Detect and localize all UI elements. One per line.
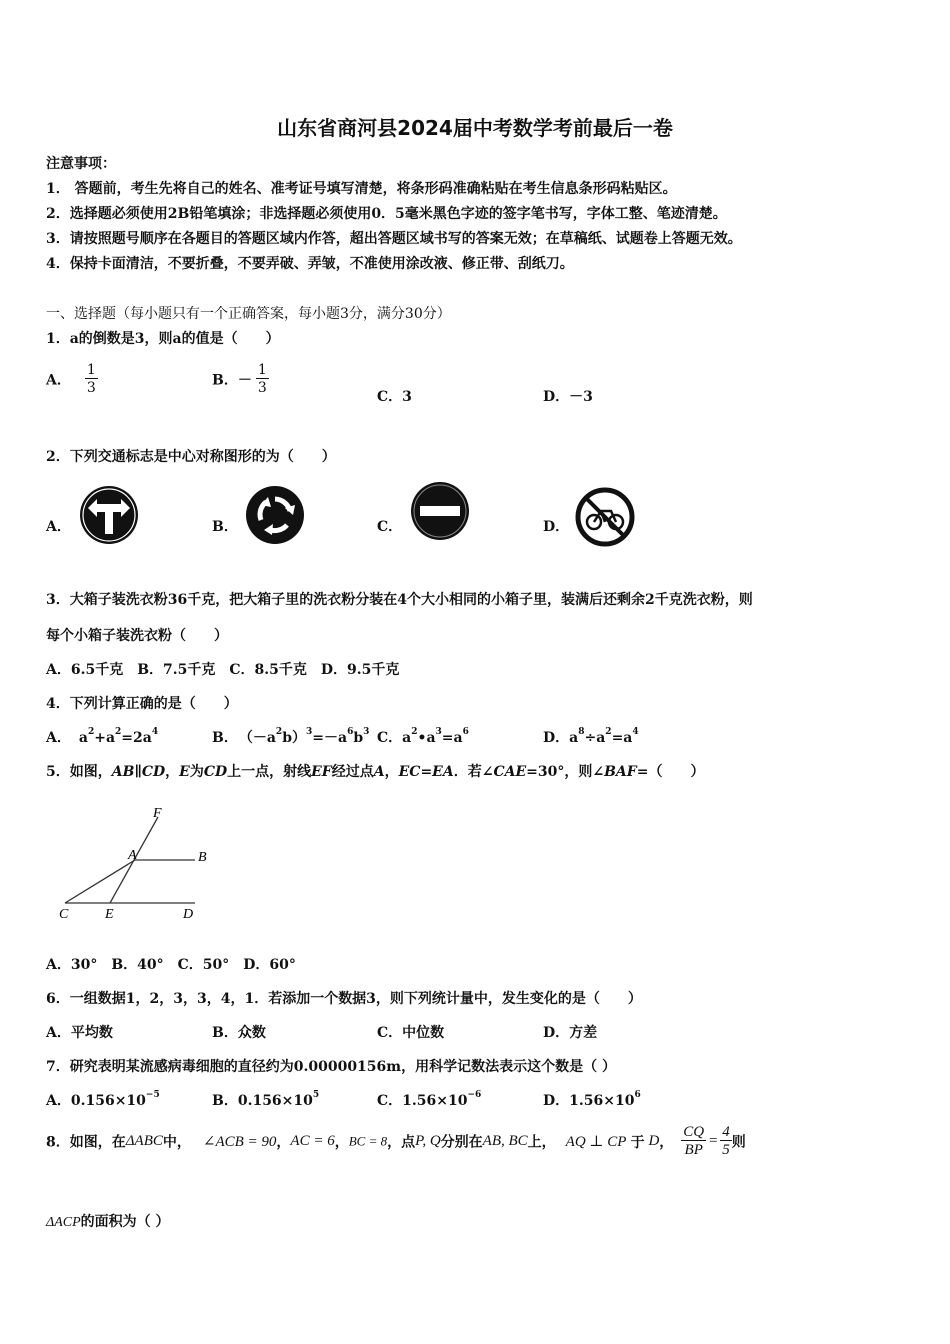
label-f: F: [153, 806, 162, 821]
q2-label-c: C．: [377, 519, 403, 535]
q2-label-b: B．: [212, 519, 238, 535]
segment-ca: [65, 860, 135, 903]
q5-geometry-figure: [55, 800, 215, 925]
q8-stem: 8．如图，在ΔABC中， ∠ACB = 90，AC = 6，BC = 8，点P, Q分别在AB, BC上， AQ ⊥ CP 于 D， $\frac{CQ}{BP}$ = $\frac{4}{5}$ 则: [46, 1124, 746, 1158]
q5-options: A．30° B．40° C．50° D．60°: [46, 957, 296, 973]
label-e: E: [105, 907, 114, 922]
label-a: A: [128, 848, 137, 863]
q6-option-d: D．方差: [543, 1025, 598, 1041]
q8-stem-line2: ΔACP的面积为（ ）: [46, 1214, 170, 1230]
notice-item-1: 1． 答题前，考生先将自己的姓名、准考证号填写清楚，将条形码准确粘贴在考生信息条形码粘贴区。: [46, 181, 677, 197]
notice-item-2: 2．选择题必须使用2B铅笔填涂；非选择题必须使用0．5毫米黑色字迹的签字笔书写，字体工整、笔迹清楚。: [46, 206, 727, 222]
q3-stem-line1: 3．大箱子装洗衣粉36千克，把大箱子里的洗衣粉分装在4个大小相同的小箱子里，装满后还剩余2千克洗衣粉，则: [46, 592, 753, 608]
label-c: C: [59, 907, 69, 922]
q1-option-d: D．－3: [543, 389, 593, 405]
q5-stem: 5．如图，AB∥CD，E为CD上一点，射线EF经过点A，EC=EA．若∠CAE=30°，则∠BAF=（ ）: [46, 764, 705, 780]
roundabout-sign-icon: [244, 484, 306, 546]
notice-item-3: 3．请按照题号顺序在各题目的答题区域内作答，超出答题区域书写的答案无效；在草稿纸、试题卷上答题无效。: [46, 231, 742, 247]
q6-option-b: B．众数: [212, 1025, 266, 1041]
q2-label-a: A．: [46, 519, 71, 535]
q4-option-b: B． $(-a^2b)^3=-a^6b^3$: [212, 727, 370, 746]
notice-item-4: 4．保持卡面清洁，不要折叠，不要弄破、弄皱，不准使用涂改液、修正带、刮纸刀。: [46, 256, 574, 272]
q4-option-a: A． $a^2+a^2=2a^4$: [46, 727, 159, 746]
q2-label-d: D．: [543, 519, 570, 535]
turn-left-right-sign-icon: [78, 484, 140, 546]
q6-stem: 6．一组数据1，2，3，3，4，1．若添加一个数据3，则下列统计量中，发生变化的是（ ）: [46, 991, 642, 1007]
q1-option-a: A． $\frac{1}{3}$: [46, 362, 96, 396]
q7-option-a: A．$0.156\times 10^{-5}$: [46, 1090, 160, 1109]
q7-option-b: B．$0.156\times 10^5$: [212, 1090, 320, 1109]
q6-option-a: A．平均数: [46, 1025, 113, 1041]
label-b: B: [198, 850, 207, 865]
q4-option-c: C．$a^2•a^3=a^6$: [377, 727, 469, 746]
label-d: D: [183, 907, 194, 922]
q7-option-c: C．$1.56\times 10^{-6}$: [377, 1090, 482, 1109]
q3-options: A．6.5千克 B．7.5千克 C．8.5千克 D．9.5千克: [46, 662, 400, 678]
no-entry-sign-icon: [409, 480, 471, 542]
section-heading: 一、选择题（每小题只有一个正确答案，每小题3分，满分30分）: [46, 306, 451, 322]
page-title: 山东省商河县2024届中考数学考前最后一卷: [277, 116, 673, 140]
q7-stem: 7．研究表明某流感病毒细胞的直径约为0.00000156m，用科学记数法表示这个数是（ ）: [46, 1059, 616, 1075]
q4-stem: 4．下列计算正确的是（ ）: [46, 696, 238, 712]
q1-option-b: B．－ $\frac{1}{3}$: [212, 362, 267, 396]
q2-stem: 2．下列交通标志是中心对称图形的为（ ）: [46, 449, 336, 465]
q1-option-c: C．3: [377, 389, 412, 405]
q6-option-c: C．中位数: [377, 1025, 445, 1041]
q4-option-d: D．$a^8\div a^2=a^4$: [543, 727, 639, 746]
q1-stem: 1．a的倒数是3，则a的值是（ ）: [46, 331, 280, 347]
notice-heading: 注意事项：: [46, 156, 116, 172]
q3-stem-line2: 每个小箱子装洗衣粉（ ）: [46, 628, 228, 644]
q7-option-d: D．$1.56\times 10^6$: [543, 1090, 641, 1109]
no-bicycle-sign-icon: [574, 486, 636, 548]
